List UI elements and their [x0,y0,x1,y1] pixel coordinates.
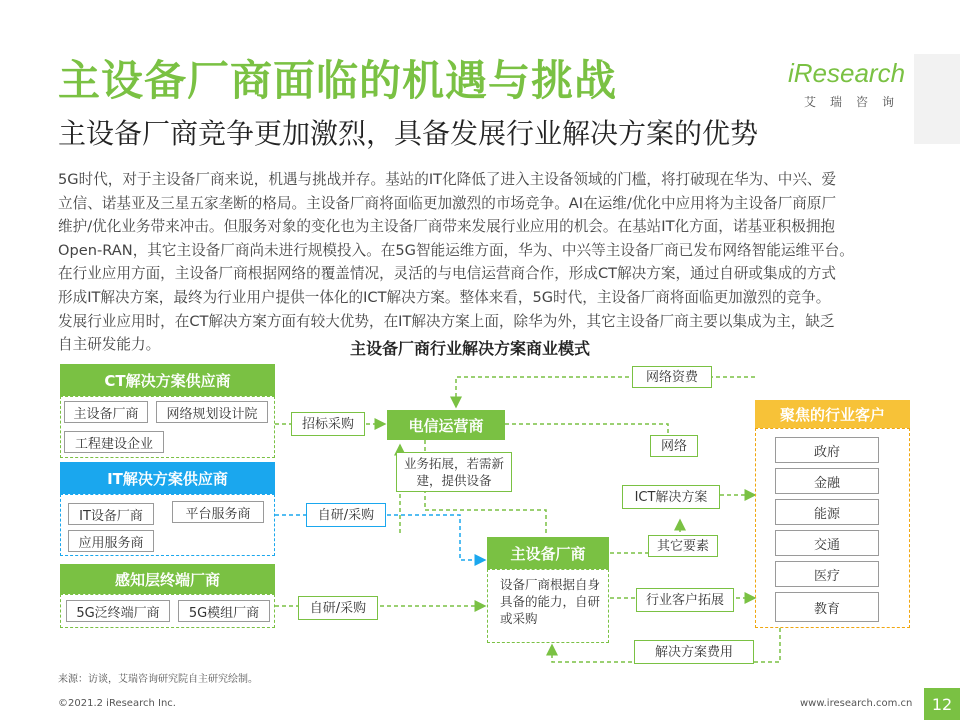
ct-supplier-header: CT解决方案供应商 [60,364,275,396]
source-note: 来源：访谈，艾瑞咨询研究院自主研究绘制。 [58,674,258,685]
it-item-platform: 平台服务商 [172,501,264,523]
ct-item-design-institute: 网络规划设计院 [156,401,268,423]
label-self-dev-terminal: 自研/采购 [298,596,378,620]
operator-node: 电信运营商 [387,410,505,440]
ct-item-construction: 工程建设企业 [64,431,164,453]
paragraph-line: 立信、诺基亚及三星五家垄断的格局。主设备厂商将面临更加激烈的市场竞争。AI在运维/优化中应用将为主设备厂商原厂 [58,194,837,212]
paragraph-line: Open-RAN，其它主设备厂商尚未进行规模投入。在5G智能运维方面，华为、中兴等主设备厂商已发布网络智能运维平台。 [58,241,854,259]
label-other-elements: 其它要素 [648,535,718,557]
terminal-header: 感知层终端厂商 [60,564,275,594]
customer-government: 政府 [775,437,879,463]
customer-finance: 金融 [775,468,879,494]
paragraph-line: 发展行业应用时，在CT解决方案方面有较大优势，在IT解决方案上面，除华为外，其它主设备厂商主要以集成为主，缺乏 [58,312,835,330]
logo-text: iResearch [788,58,906,88]
customer-energy: 能源 [775,499,879,525]
diagram-title: 主设备厂商行业解决方案商业模式 [350,339,591,358]
it-item-application: 应用服务商 [68,530,154,552]
label-bidding: 招标采购 [291,412,365,436]
customer-education: 教育 [775,592,879,622]
paragraph-line: 维护/优化业务带来冲击。但服务对象的变化也为主设备厂商带来发展行业应用的机会。在基站IT化方面，诺基亚积极拥抱 [58,218,836,236]
operator-note: 业务拓展，若需新建，提供设备 [396,452,512,492]
it-supplier-header: IT解决方案供应商 [60,462,275,494]
ct-item-vendor: 主设备厂商 [64,401,148,423]
label-customer-expansion: 行业客户拓展 [636,588,734,612]
label-network-invest: 网络资费 [632,366,712,388]
copyright: ©2021.2 iResearch Inc. [58,698,176,709]
label-ict-solution: ICT解决方案 [622,485,720,509]
logo-subtext: 艾瑞咨询 [804,95,909,109]
paragraph-line: 5G时代，对于主设备厂商来说，机遇与挑战并存。基站的IT化降低了进入主设备领域的门槛，将打破现在华为、中兴、爱 [58,171,837,188]
label-network: 网络 [650,435,698,457]
it-item-it-vendor: IT设备厂商 [68,503,154,525]
vendor-note: 设备厂商根据自身具备的能力，自研或采购 [487,569,609,643]
customers-header: 聚焦的行业客户 [755,400,910,428]
vendor-node: 主设备厂商 [487,537,609,569]
page-number: 12 [924,688,960,720]
paragraph-line: 自主研发能力。 [58,336,161,354]
terminal-item-5g-module: 5G模组厂商 [178,600,270,622]
label-self-dev-it: 自研/采购 [306,503,386,527]
paragraph-line: 形成IT解决方案，最终为行业用户提供一体化的ICT解决方案。整体来看，5G时代，主设备厂商将面临更加激烈的竞争。 [58,288,831,306]
website-url: www.iresearch.com.cn [800,698,913,709]
customer-healthcare: 医疗 [775,561,879,587]
customer-transport: 交通 [775,530,879,556]
terminal-item-5g-device: 5G泛终端厂商 [66,600,170,622]
page-title: 主设备厂商面临的机遇与挑战 [58,56,618,105]
page-subtitle: 主设备厂商竞争更加激烈，具备发展行业解决方案的优势 [58,117,759,150]
paragraph-line: 在行业应用方面，主设备厂商根据网络的覆盖情况，灵活的与电信运营商合作，形成CT解决方案，通过自研或集成的方式 [58,265,836,283]
label-solution-fee: 解决方案费用 [634,640,754,664]
